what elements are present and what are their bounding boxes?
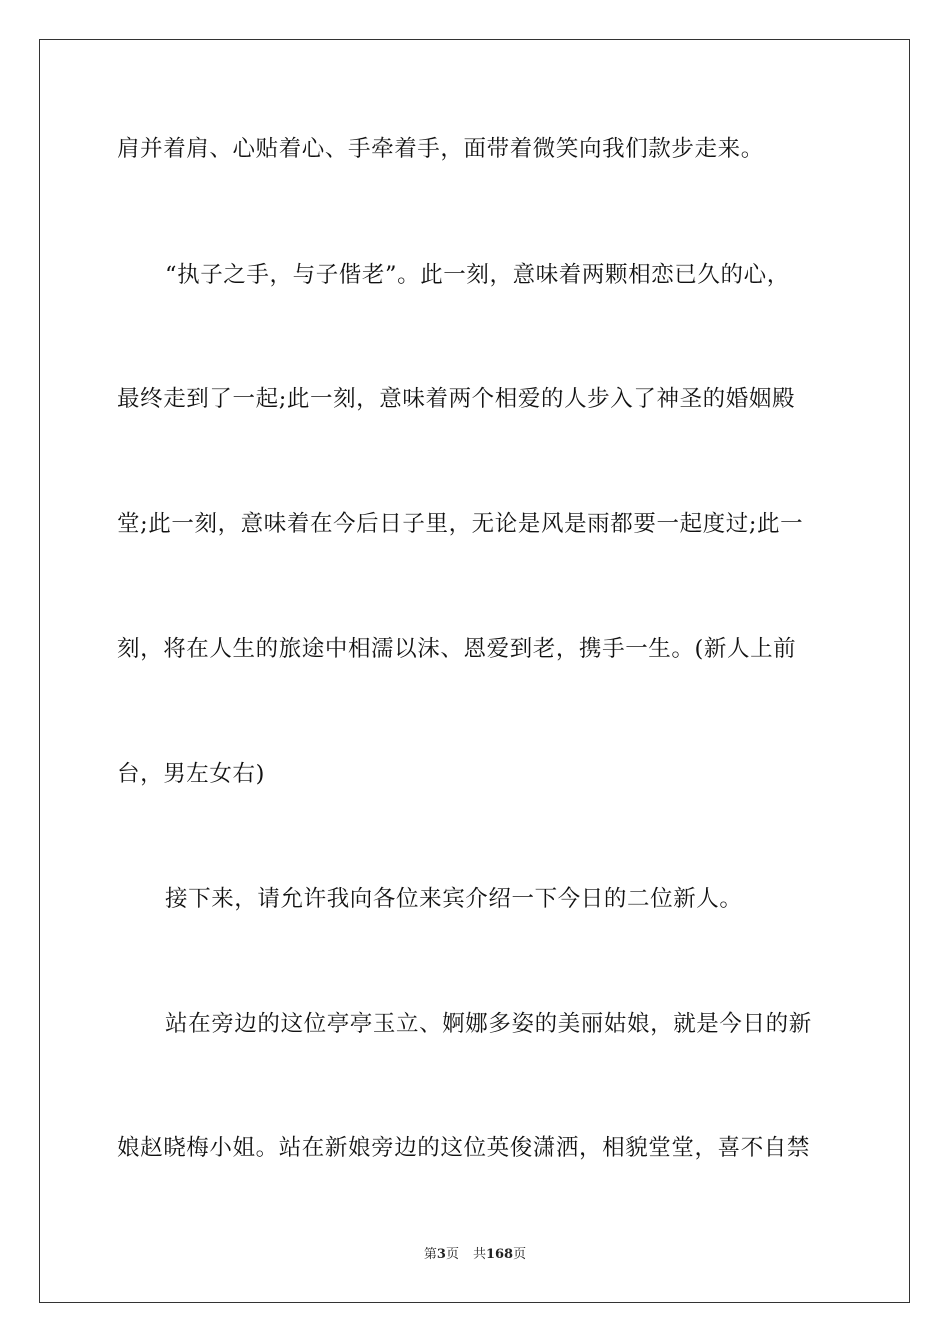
text-line-6: 台，男左女右)	[117, 761, 265, 787]
page-prefix: 第	[423, 1247, 437, 1262]
text-line-8: 站在旁边的这位亭亭玉立、婀娜多姿的美丽姑娘，就是今日的新	[165, 1011, 812, 1037]
text-line-9: 娘赵晓梅小姐。站在新娘旁边的这位英俊潇洒，相貌堂堂，喜不自禁	[117, 1135, 811, 1161]
text-line-2: “执子之手，与子偕老”。此一刻，意味着两颗相恋已久的心，	[165, 262, 790, 288]
text-line-5: 刻，将在人生的旅途中相濡以沫、恩爱到老，携手一生。(新人上前	[117, 636, 797, 662]
text-line-1: 肩并着肩、心贴着心、手牵着手，面带着微笑向我们款步走来。	[117, 136, 764, 162]
page-number: 3	[436, 1247, 446, 1262]
total-pages: 168	[485, 1247, 514, 1262]
page-footer	[0, 1246, 950, 1264]
text-line-7: 接下来，请允许我向各位来宾介绍一下今日的二位新人。	[165, 886, 743, 912]
page-border	[39, 39, 910, 1303]
total-suffix: 页	[513, 1247, 527, 1262]
total-prefix: 共	[472, 1247, 486, 1262]
text-line-3: 最终走到了一起;此一刻，意味着两个相爱的人步入了神圣的婚姻殿	[117, 386, 796, 412]
page-suffix: 页	[445, 1247, 459, 1262]
text-line-4: 堂;此一刻，意味着在今后日子里，无论是风是雨都要一起度过;此一	[117, 511, 804, 537]
